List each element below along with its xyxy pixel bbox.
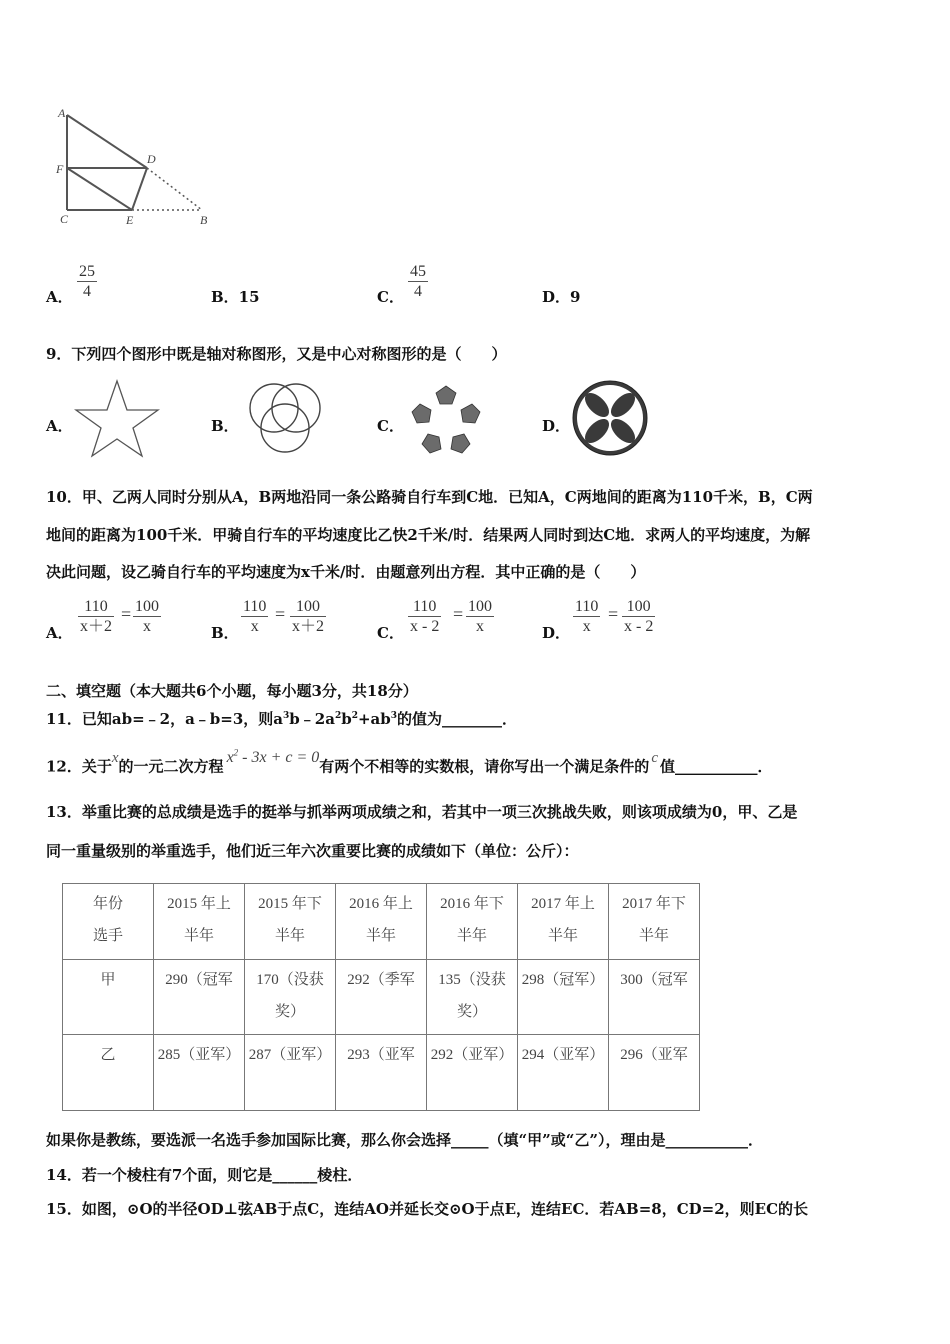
- label-C: C: [60, 212, 69, 226]
- label-F: F: [56, 162, 64, 176]
- q10-line-1: 10．甲、乙两人同时分别从A，B两地沿同一条公路骑自行车到C地．已知A，C两地间的距离为110千米，B，C两: [46, 488, 813, 506]
- table-cell: 292（亚军）: [427, 1035, 518, 1111]
- label-B: B: [200, 213, 208, 227]
- segment-DB: [147, 168, 202, 210]
- three-circles-figure: [236, 376, 334, 458]
- table-cell: 287（亚军）: [245, 1035, 336, 1111]
- q12-equation: [224, 749, 320, 766]
- label-D: D: [147, 152, 156, 166]
- q10-d-right-fraction: [622, 597, 655, 636]
- q9-text: 9．下列四个图形中既是轴对称图形，又是中心对称图形的是（ ）: [46, 345, 507, 363]
- q11-mid-2: b: [341, 710, 352, 728]
- table-cell: 298（冠军）: [518, 960, 609, 1035]
- q12-pre: 12．关于: [46, 757, 112, 776]
- score-table: [62, 883, 700, 1111]
- q10-c-equals: =: [453, 604, 464, 624]
- q10-b-left-numerator: 110: [243, 598, 267, 615]
- header-cell: 2017 年下 半年: [609, 884, 700, 960]
- segment-FE: [67, 168, 132, 210]
- q8-option-b: B．15: [211, 288, 260, 306]
- table-cell: 170（没获 奖）: [245, 960, 336, 1035]
- q10-b-left-fraction: [241, 597, 268, 636]
- q10-d-right-numerator: 100: [626, 598, 651, 615]
- q12-eq-rest: - 3x + c = 0: [238, 749, 320, 767]
- q10-option-c-label: C．: [377, 624, 404, 642]
- q10-d-right-denominator: x - 2: [624, 618, 654, 635]
- q8-a-numerator: 25: [79, 263, 95, 280]
- q12-eq-x: x: [226, 749, 234, 767]
- player-name-cell: 甲: [63, 960, 154, 1035]
- q10-b-left-denominator: x: [250, 618, 259, 635]
- player-name-cell: 乙: [63, 1035, 154, 1111]
- segment-DE: [132, 168, 147, 210]
- q9-option-d-label: D．: [542, 417, 571, 435]
- q10-d-left-denominator: x: [582, 618, 591, 635]
- q13-line-1: 13．举重比赛的总成绩是选手的挺举与抓举两项成绩之和，若其中一项三次挑战失败，则该项成绩为0，甲、乙是: [46, 803, 798, 821]
- corner-year: 年份: [92, 896, 123, 912]
- q10-c-left-fraction: [408, 597, 441, 636]
- table-cell: 300（冠军: [609, 960, 700, 1035]
- q10-line-2: 地间的距离为100千米．甲骑自行车的平均速度比乙快2千米/时．结果两人同时到达C地．求两人的平均速度，为解: [46, 526, 811, 544]
- q10-c-left-numerator: 110: [412, 598, 437, 615]
- q8-option-a-label: A．: [46, 288, 73, 306]
- q12-var-c: c: [651, 750, 658, 767]
- circle-petals-figure: [570, 378, 650, 458]
- table-cell: 293（亚军: [336, 1035, 427, 1111]
- q12-mid-2: 有两个不相等的实数根，请你写出一个满足条件的: [319, 757, 650, 776]
- q11-mid-3: +ab: [357, 710, 391, 728]
- q10-d-equals: =: [608, 604, 619, 624]
- q8-a-denominator: 4: [83, 283, 91, 300]
- q8-c-numerator: 45: [410, 263, 426, 280]
- q10-a-right-fraction: [133, 597, 161, 636]
- q10-c-right-numerator: 100: [468, 598, 492, 615]
- q13-after-text: 如果你是教练，要选派一名选手参加国际比赛，那么你会选择_____（填“甲”或“乙”），理由是___________．: [46, 1131, 764, 1149]
- q12-mid: 的一元二次方程: [118, 757, 224, 776]
- q10-c-right-fraction: [466, 597, 494, 636]
- q10-a-left-fraction: [78, 597, 114, 636]
- q13-line-2: 同一重量级别的举重选手，他们近三年六次重要比赛的成绩如下（单位：公斤）：: [46, 842, 579, 860]
- q11-sup-2: 2: [334, 711, 342, 721]
- table-cell: 135（没获 奖）: [427, 960, 518, 1035]
- header-cell: 2017 年上 半年: [518, 884, 609, 960]
- q8-option-a-fraction: [77, 262, 97, 301]
- table-row: [63, 1035, 700, 1111]
- label-A: A: [58, 106, 66, 120]
- q12-eq-sup: 2: [233, 748, 239, 758]
- q10-a-equals: =: [121, 604, 132, 624]
- label-E: E: [126, 213, 134, 227]
- table-cell: 290（冠军: [154, 960, 245, 1035]
- q10-line-3: 决此问题，设乙骑自行车的平均速度为x千米/时．由题意列出方程．其中正确的是（ ）: [46, 563, 646, 581]
- five-pentagons-figure: [408, 384, 484, 456]
- q12-var-x: x: [111, 750, 119, 767]
- q10-b-right-denominator: x＋2: [292, 618, 325, 635]
- q8-option-d: D．9: [542, 288, 581, 306]
- q10-d-left-fraction: [573, 597, 600, 636]
- q8-c-denominator: 4: [414, 283, 422, 300]
- table-row: [63, 960, 700, 1035]
- segment-AD: [67, 115, 147, 168]
- header-cell: 2016 年上 半年: [336, 884, 427, 960]
- star-figure: [72, 378, 162, 458]
- q11-pre: 11．已知ab=﹣2，a﹣b=3，则a: [46, 710, 284, 728]
- q9-option-b-label: B．: [211, 417, 239, 435]
- q9-option-c-label: C．: [377, 417, 404, 435]
- triangle-figure-q8: [52, 105, 222, 230]
- q11-post: 的值为________．: [397, 710, 518, 728]
- q12-text: [46, 748, 773, 778]
- q10-a-right-denominator: x: [143, 618, 151, 635]
- q10-option-d-label: D．: [542, 624, 571, 642]
- q10-a-left-denominator: x＋2: [80, 618, 113, 635]
- q10-b-equals: =: [275, 604, 286, 624]
- q10-c-left-denominator: x - 2: [410, 618, 440, 635]
- section-2-title: 二、填空题（本大题共6个小题，每小题3分，共18分）: [46, 682, 418, 700]
- q10-option-a-label: A．: [46, 624, 73, 642]
- table-cell: 292（季军: [336, 960, 427, 1035]
- q11-text: [46, 705, 517, 730]
- q11-mid-1: b﹣2a: [289, 710, 335, 728]
- q8-option-c-fraction: [408, 262, 428, 301]
- q11-sup-1: 3: [283, 711, 290, 721]
- header-cell: 2015 年上 半年: [154, 884, 245, 960]
- corner-player: 选手: [92, 928, 123, 944]
- q10-b-right-fraction: [290, 597, 326, 636]
- table-cell: 285（亚军）: [154, 1035, 245, 1111]
- table-cell: 294（亚军）: [518, 1035, 609, 1111]
- table-corner-cell: [63, 884, 154, 960]
- q10-b-right-numerator: 100: [296, 598, 320, 615]
- q15-text: 15．如图，⊙O的半径OD⊥弦AB于点C，连结AO并延长交⊙O于点E，连结EC．若AB=8，CD=2，则EC的长: [46, 1200, 809, 1218]
- q9-option-a-label: A．: [46, 417, 73, 435]
- q11-sup-4: 3: [390, 711, 398, 721]
- q8-option-c-label: C．: [377, 288, 404, 306]
- header-cell: 2016 年下 半年: [427, 884, 518, 960]
- q10-a-left-numerator: 110: [84, 598, 108, 615]
- q12-post: 值___________．: [659, 757, 773, 776]
- table-cell: 296（亚军: [609, 1035, 700, 1111]
- q10-a-right-numerator: 100: [135, 598, 159, 615]
- header-cell: 2015 年下 半年: [245, 884, 336, 960]
- q10-option-b-label: B．: [211, 624, 239, 642]
- table-header-row: [63, 884, 700, 960]
- q14-text: 14．若一个棱柱有7个面，则它是______棱柱．: [46, 1166, 363, 1184]
- q10-d-left-numerator: 110: [575, 598, 599, 615]
- q10-c-right-denominator: x: [476, 618, 484, 635]
- q11-sup-3: 2: [351, 711, 358, 721]
